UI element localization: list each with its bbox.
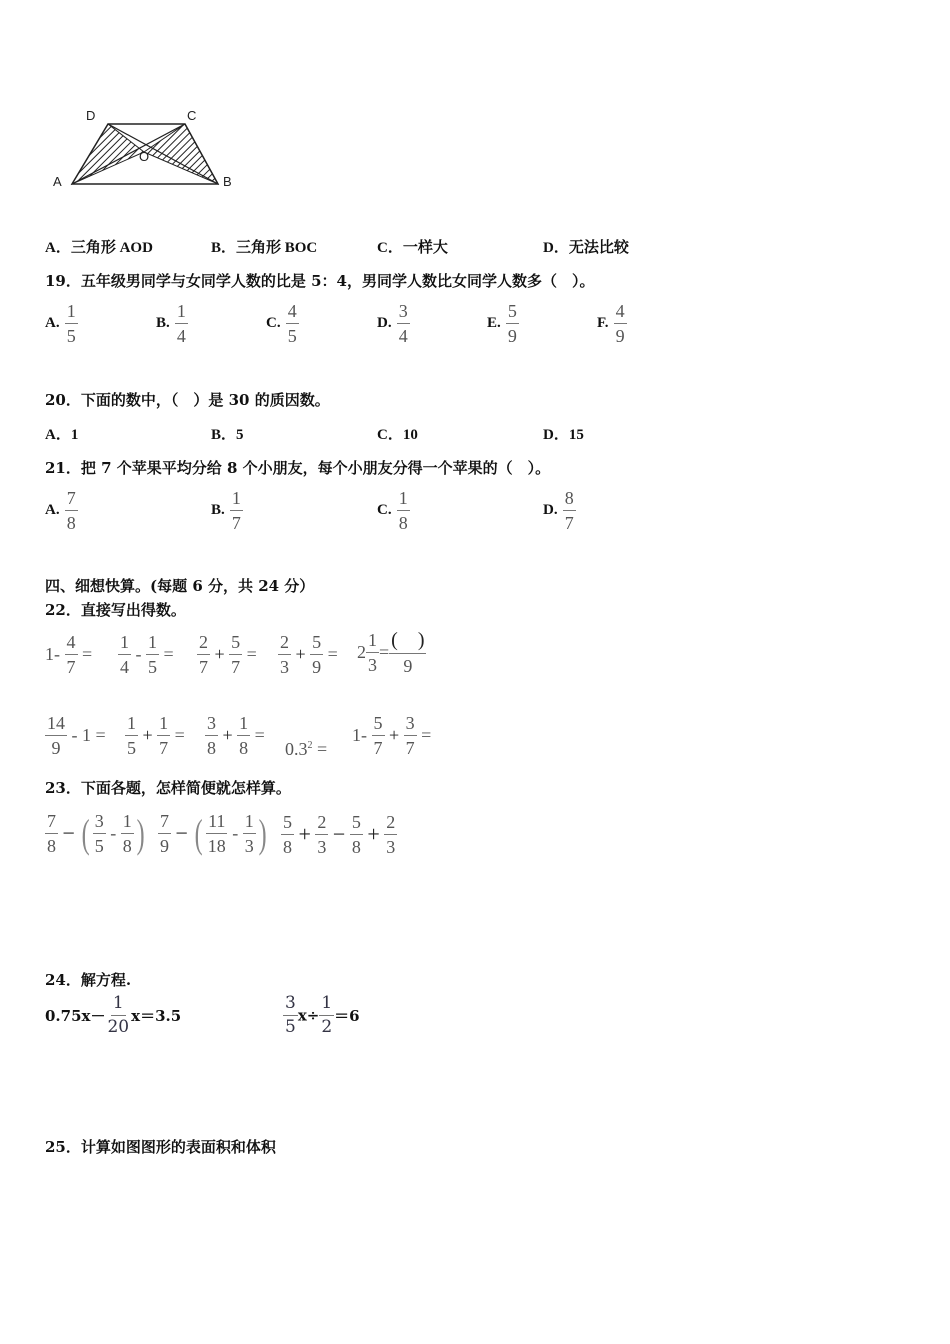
q22-r1-e4: $\frac{2}{3}$ + $\frac{5}{9}$ = bbox=[280, 632, 338, 677]
q22-question: 22．直接写出得数。 bbox=[45, 601, 186, 619]
q21-option-c[interactable]: C. $\frac{1}{8}$ bbox=[377, 488, 408, 533]
q18-option-a[interactable]: A．三角形 AOD bbox=[45, 240, 153, 256]
q22-r1-e3: $\frac{2}{7}$ + $\frac{5}{7}$ = bbox=[199, 632, 257, 677]
q18-option-d[interactable]: D．无法比较 bbox=[543, 240, 629, 256]
label-c: C bbox=[187, 108, 197, 123]
section-4-title: 四、细想快算。(每题 6 分，共 24 分） bbox=[45, 577, 315, 595]
answer-blank[interactable]: ( ) bbox=[389, 630, 426, 654]
q19-option-b[interactable]: B. $\frac{1}{4}$ bbox=[156, 301, 186, 346]
q22-r1-e1: 1- $\frac{4}{7}$ = bbox=[45, 632, 93, 677]
q22-r2-e2: $\frac{1}{5}$ + $\frac{1}{7}$ = bbox=[127, 713, 185, 758]
q21-option-a[interactable]: A. $\frac{7}{8}$ bbox=[45, 488, 76, 533]
q20-option-a[interactable]: A．1 bbox=[45, 427, 79, 443]
q23-e1: $\frac{7}{8}$ − ( $\frac{3}{5}$ - $\frac{1}{8}$ ) bbox=[47, 811, 145, 856]
triangle-boc bbox=[144, 124, 218, 184]
q19-option-e[interactable]: E. $\frac{5}{9}$ bbox=[487, 301, 517, 346]
q18-option-c[interactable]: C．一样大 bbox=[377, 240, 448, 256]
q21-option-b[interactable]: B. $\frac{1}{7}$ bbox=[211, 488, 241, 533]
q18-option-b[interactable]: B．三角形 BOC bbox=[211, 240, 318, 256]
q24-question: 24．解方程. bbox=[45, 971, 132, 989]
q19-option-f[interactable]: F. $\frac{4}{9}$ bbox=[597, 301, 625, 346]
q21-option-d[interactable]: D. $\frac{8}{7}$ bbox=[543, 488, 574, 533]
q19-option-c[interactable]: C. $\frac{4}{5}$ bbox=[266, 301, 297, 346]
q22-r2-e5: 1- $\frac{5}{7}$ + $\frac{3}{7}$ = bbox=[352, 713, 432, 758]
q23-e3: $\frac{5}{8}$ + $\frac{2}{3}$ − $\frac{5}{8}$ + $\frac{2}{3}$ bbox=[283, 812, 396, 857]
q20-option-d[interactable]: D．15 bbox=[543, 427, 584, 443]
q22-r2-e3: $\frac{3}{8}$ + $\frac{1}{8}$ = bbox=[207, 713, 265, 758]
q19-question: 19．五年级男同学与女同学人数的比是 5：4，男同学人数比女同学人数多（ ）。 bbox=[45, 272, 595, 290]
q22-r1-e5: 2 $\frac{1}{3}$ = ( ) 9 bbox=[357, 629, 425, 676]
q25-question: 25．计算如图图形的表面积和体积 bbox=[45, 1138, 276, 1156]
trapezoid-figure bbox=[45, 100, 245, 195]
q22-r2-e1: $\frac{14}{9}$ - 1 = bbox=[47, 713, 106, 758]
q22-r2-e4: $0.3^2$ = bbox=[285, 739, 328, 759]
q19-option-a[interactable]: A. $\frac{1}{5}$ bbox=[45, 301, 76, 346]
q21-question: 21．把 7 个苹果平均分给 8 个小朋友，每个小朋友分得一个苹果的（ ）。 bbox=[45, 459, 551, 477]
q19-option-d[interactable]: D. $\frac{3}{4}$ bbox=[377, 301, 408, 346]
q22-r1-e2: $\frac{1}{4}$ - $\frac{1}{5}$ = bbox=[120, 632, 174, 677]
q20-option-c[interactable]: C．10 bbox=[377, 427, 418, 443]
triangle-aod bbox=[72, 124, 144, 184]
q24-equation-2: $\frac{3}{5}$ x÷ $\frac{1}{2}$ ＝6 bbox=[285, 993, 360, 1037]
q23-e2: $\frac{7}{9}$ − ( $\frac{11}{18}$ - $\frac{1}{3}$ ) bbox=[160, 811, 267, 856]
label-b: B bbox=[223, 174, 232, 189]
q20-option-b[interactable]: B．5 bbox=[211, 427, 244, 443]
label-d: D bbox=[86, 108, 96, 123]
q20-question: 20．下面的数中，（ ）是 30 的质因数。 bbox=[45, 391, 330, 409]
q24-equation-1: 0.75x－ $\frac{1}{20}$ x＝3.5 bbox=[45, 993, 182, 1037]
label-a: A bbox=[53, 174, 62, 189]
label-o: O bbox=[139, 149, 150, 164]
q23-question: 23．下面各题，怎样简便就怎样算。 bbox=[45, 779, 291, 797]
